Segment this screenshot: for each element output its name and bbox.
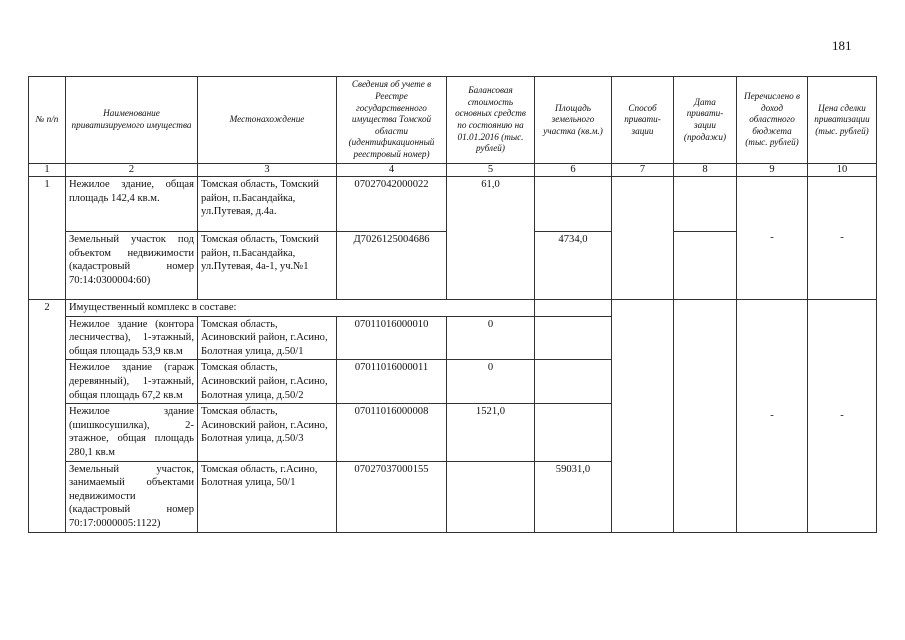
- land-area: [535, 177, 612, 232]
- land-area: 59031,0: [535, 461, 612, 532]
- header-transferred: Перечислено в доход областного бюджета (тыс. рублей): [737, 77, 808, 164]
- property-name: Нежилое здание (гараж деревянный), 1-этажный, общая площадь 67,2 кв.м: [66, 360, 198, 404]
- property-name: Земельный участок, занимаемый объектами недвижимости (кадастровый номер 70:17:0000005:1122): [66, 461, 198, 532]
- colnum: 1: [29, 164, 66, 177]
- land-area: [535, 360, 612, 404]
- transferred-amount: -: [737, 177, 808, 300]
- land-area: 4734,0: [535, 232, 612, 300]
- registry-number: Д7026125004686: [337, 232, 447, 300]
- privatization-date: [674, 177, 737, 232]
- property-name: Нежилое здание (шишкосушилка), 2-этажное, общая площадь 280,1 кв.м: [66, 404, 198, 461]
- privatization-date: [674, 232, 737, 300]
- balance-value: [447, 461, 535, 532]
- registry-number: 07011016000011: [337, 360, 447, 404]
- header-method: Способ привати-зации: [612, 77, 674, 164]
- group-title: Имущественный комплекс в составе:: [66, 300, 535, 317]
- header-num: № п/п: [29, 77, 66, 164]
- property-location: Томская область, Асиновский район, г.Асино, Болотная улица, д.50/3: [198, 404, 337, 461]
- row-number: 1: [29, 177, 66, 300]
- colnum: 7: [612, 164, 674, 177]
- header-price: Цена сделки приватизации (тыс. рублей): [808, 77, 877, 164]
- property-name: Нежилое здание (контора лесничества), 1-этажный, общая площадь 53,9 кв.м: [66, 316, 198, 360]
- privatization-date: [674, 300, 737, 533]
- privatization-method: [612, 300, 674, 533]
- header-balance: Балансовая стоимость основных средств по состоянию на 01.01.2016 (тыс. рублей): [447, 77, 535, 164]
- deal-price: -: [808, 300, 877, 533]
- colnum: 6: [535, 164, 612, 177]
- registry-number: 07011016000010: [337, 316, 447, 360]
- balance-value: 0: [447, 360, 535, 404]
- header-location: Местонахождение: [198, 77, 337, 164]
- property-name: Нежилое здание, общая площадь 142,4 кв.м.: [66, 177, 198, 232]
- property-location: Томская область, Томский район, п.Басандайка, ул.Путевая, 4а-1, уч.№1: [198, 232, 337, 300]
- property-location: Томская область, Томский район, п.Басандайка, ул.Путевая, д.4а.: [198, 177, 337, 232]
- registry-number: 07027042000022: [337, 177, 447, 232]
- property-location: Томская область, г.Асино, Болотная улица, 50/1: [198, 461, 337, 532]
- registry-number: 07027037000155: [337, 461, 447, 532]
- colnum: 9: [737, 164, 808, 177]
- balance-value: 0: [447, 316, 535, 360]
- land-area: [535, 316, 612, 360]
- balance-value: 1521,0: [447, 404, 535, 461]
- header-name: Наименование приватизируемого имущества: [66, 77, 198, 164]
- transferred-amount: -: [737, 300, 808, 533]
- table-row: [29, 177, 877, 232]
- colnum: 3: [198, 164, 337, 177]
- header-date: Дата привати-зации (продажи): [674, 77, 737, 164]
- colnum: 8: [674, 164, 737, 177]
- row-number: 2: [29, 300, 66, 533]
- colnum: 4: [337, 164, 447, 177]
- balance-value: 61,0: [447, 177, 535, 300]
- colnum: 10: [808, 164, 877, 177]
- header-registry: Сведения об учете в Реестре государственного имущества Томской области (идентификационный реестровый номер): [337, 77, 447, 164]
- header-area: Площадь земельного участка (кв.м.): [535, 77, 612, 164]
- header-row: [29, 77, 877, 164]
- land-area: [535, 404, 612, 461]
- deal-price: -: [808, 177, 877, 300]
- colnum: 5: [447, 164, 535, 177]
- land-area: [535, 300, 612, 317]
- page-number: 181: [832, 38, 852, 53]
- column-number-row: [29, 164, 877, 177]
- colnum: 2: [66, 164, 198, 177]
- registry-number: 07011016000008: [337, 404, 447, 461]
- property-location: Томская область, Асиновский район, г.Асино, Болотная улица, д.50/1: [198, 316, 337, 360]
- table-row: [29, 300, 877, 317]
- privatization-table: [28, 76, 877, 533]
- privatization-method: [612, 177, 674, 300]
- property-location: Томская область, Асиновский район, г.Асино, Болотная улица, д.50/2: [198, 360, 337, 404]
- property-name: Земельный участок под объектом недвижимости (кадастровый номер 70:14:0300004:60): [66, 232, 198, 300]
